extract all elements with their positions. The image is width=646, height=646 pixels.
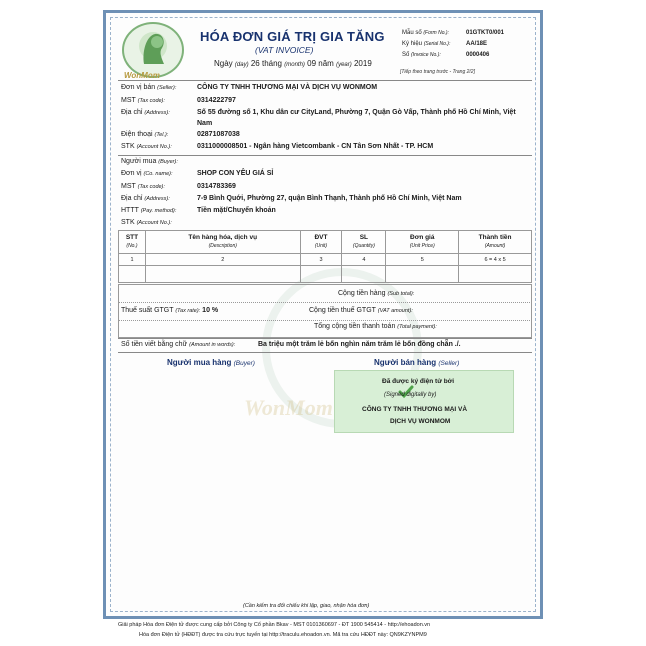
seller-phone: 02871087038 [197,131,240,138]
divider [118,352,532,353]
seller-account-label: STK (Account No.): [121,143,172,150]
buyer-tax-label: MST (Tax code): [121,183,165,190]
seller-account: 0311000008501 - Ngân hàng Vietcombank - CN Tân Sơn Nhất - TP. HCM [197,143,434,150]
seller-address: Số 55 đường số 1, Khu dân cư CityLand, Phường 7, Quận Gò Vấp, Thành phố Hồ Chí Minh, Việt Nam [197,109,516,127]
column-header: Thành tiền (Amount) [459,231,532,254]
invoice-date: Ngày (day) 26 tháng (month) 09 năm (year) 2019 [214,59,372,68]
table-row [119,266,532,283]
footer-line-2: Hóa đơn Điện tử (HĐĐT) được tra cứu trực tuyến tại http://traculu.ehoadon.vn. Mã tra cứu HĐĐT này: QN9KZYNPM9 [139,632,427,638]
serial-value: AA/18E [466,41,488,47]
buyer-account-label: STK (Account No.): [121,219,172,226]
table-cell: 1 [119,254,146,266]
seller-tax-code: 0314222797 [197,97,236,104]
form-number-value: 01GTKT0/001 [466,30,505,36]
seller-signature-heading: Người bán hàng (Seller) [374,358,460,367]
continued-note: [Tiếp theo trang trước - Trang 2/2] [400,69,475,75]
page-subtitle: (VAT INVOICE) [255,45,314,55]
table-header-row [119,231,532,254]
divider [118,320,532,321]
items-table [118,230,532,283]
payment-method-label: HTTT (Pay. method): [121,207,177,214]
amount-in-words-label: Số tiền viết bằng chữ (Amount in words): [121,341,236,348]
table-cell: 6 = 4 x 5 [459,254,532,266]
signer-name-line2: DỊCH VỤ WONMOM [390,418,451,425]
page-title: HÓA ĐƠN GIÁ TRỊ GIA TĂNG [200,29,385,44]
column-header: Tên hàng hóa, dịch vụ (Description) [145,231,300,254]
buyer-name: SHOP CON YÊU GIÁ SỈ [197,170,274,177]
buyer-tax-code: 0314783369 [197,183,236,190]
buyer-address: 7-9 Bình Quới, Phường 27, quận Bình Thạnh, Thành phố Hồ Chí Minh, Việt Nam [197,195,462,202]
table-index-row [119,254,532,266]
seller-phone-label: Điện thoại (Tel.): [121,131,169,138]
form-number-label: Mẫu số (Form No.): [402,30,449,36]
serial-label: Ký hiệu (Serial No.): [402,41,451,47]
table-cell: 4 [342,254,386,266]
subtotal-label: Cộng tiền hàng (Sub total): [338,290,415,297]
table-cell: 2 [145,254,300,266]
invoice-number-value: 0000406 [466,52,490,58]
buyer-name-label: Đơn vị (Co. name): [121,170,173,177]
table-cell: 5 [386,254,459,266]
divider [118,155,532,156]
payment-method: Tiền mặt/Chuyển khoản [197,207,276,214]
column-header: STT (No.) [119,231,146,254]
divider [118,302,532,303]
footer-line-1: Giải pháp Hóa đơn Điện tử được cung cấp bởi Công ty Cổ phần Bkav - MST 0101360697 - ĐT 1900 545414 - http://ehoadon.vn [118,622,431,628]
divider [118,338,532,339]
signed-digitally-en: (Signed digitally by) [384,392,437,398]
seller-name-label: Đơn vị bán (Seller): [121,84,177,91]
buyer-address-label: Địa chỉ (Address): [121,195,170,202]
watermark-brand: WonMom [244,395,333,420]
brand-name: WonMom [124,71,160,80]
column-header: SL (Quantity) [342,231,386,254]
table-cell: 3 [300,254,342,266]
vat-amount-label: Cộng tiền thuế GTGT (VAT amount): [309,307,413,314]
logo-icon [122,22,184,78]
total-payment-label: Tổng cộng tiền thanh toán (Total payment): [314,323,437,330]
column-header: ĐVT (Unit) [300,231,342,254]
buyer-label: Người mua (Buyer): [121,158,178,165]
column-header: Đơn giá (Unit Price) [386,231,459,254]
vat-rate-label: Thuế suất GTGT (Tax rate): 10 % [121,307,219,314]
amount-in-words: Ba triệu một trăm lẻ bốn nghìn năm trăm lẻ bốn đồng chẵn ./. [258,341,461,348]
seller-tax-label: MST (Tax code): [121,97,165,104]
divider [118,80,532,81]
signed-digitally-label: Đã được ký điện tử bởi [382,378,455,385]
signer-name-line1: CÔNG TY TNHH THƯƠNG MẠI VÀ [362,406,468,413]
seller-name: CÔNG TY TNHH THƯƠNG MẠI VÀ DỊCH VỤ WONMOM [197,84,378,91]
buyer-signature-heading: Người mua hàng (Buyer) [167,358,255,367]
invoice-number-label: Số (Invoice No.): [402,52,441,58]
seller-address-label: Địa chỉ (Address): [121,109,170,116]
check-note: (Cần kiểm tra đối chiếu khi lập, giao, nhận hóa đơn) [243,603,370,609]
